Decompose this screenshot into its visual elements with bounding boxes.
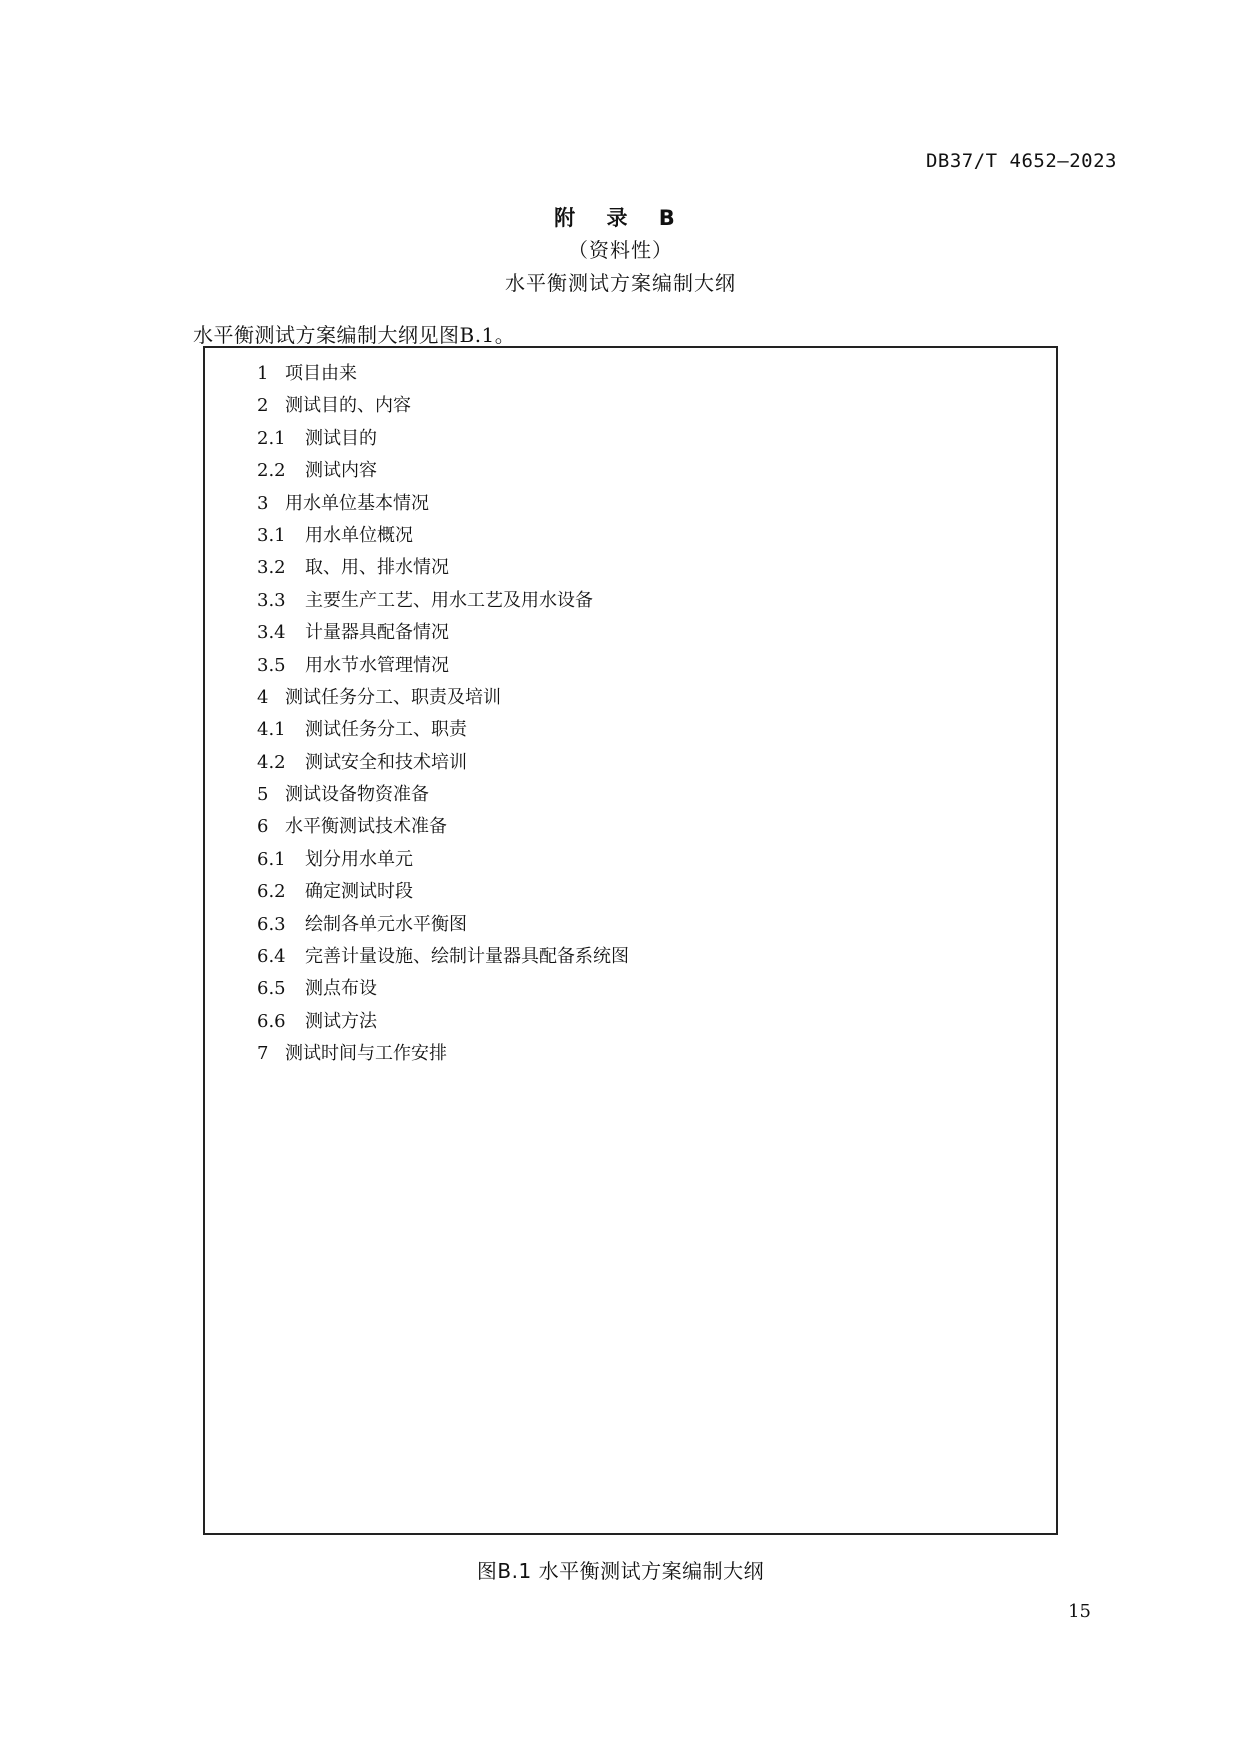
outline-item-number: 6.2 <box>257 881 286 903</box>
outline-item <box>205 682 629 714</box>
outline-item-text: 完善计量设施、绘制计量器具配备系统图 <box>305 946 629 968</box>
document-code: DB37/T 4652—2023 <box>925 150 1117 172</box>
outline-item-text: 测试任务分工、职责及培训 <box>285 686 501 708</box>
outline-item <box>205 844 629 876</box>
outline-item-text: 测试内容 <box>305 460 377 482</box>
outline-item <box>205 423 629 455</box>
outline-figure-box <box>203 346 1058 1535</box>
outline-item-text: 用水单位概况 <box>305 524 413 546</box>
outline-item-text: 用水节水管理情况 <box>305 654 449 676</box>
outline-item <box>205 585 629 617</box>
outline-item <box>205 973 629 1005</box>
outline-item-number: 3.5 <box>257 654 286 676</box>
outline-item-text: 测点布设 <box>305 978 377 1000</box>
outline-item <box>205 617 629 649</box>
outline-item-text: 确定测试时段 <box>305 881 413 903</box>
figure-caption: 图B.1 水平衡测试方案编制大纲 <box>476 1559 765 1583</box>
outline-item-number: 1 <box>257 363 269 384</box>
outline-item-text: 划分用水单元 <box>305 848 413 870</box>
appendix-note: （资料性） <box>568 238 673 262</box>
outline-item-number: 2.2 <box>257 460 286 482</box>
outline-item-number: 3.3 <box>257 589 286 611</box>
outline-item-number: 2.1 <box>257 427 286 449</box>
outline-item <box>205 455 629 487</box>
outline-item-text: 用水单位基本情况 <box>285 492 429 514</box>
outline-item-text: 测试目的、内容 <box>285 395 411 417</box>
outline-item-number: 3.2 <box>257 557 286 579</box>
outline-item-number: 6.3 <box>257 913 286 935</box>
outline-item <box>205 909 629 941</box>
outline-list <box>205 358 629 1071</box>
outline-item-number: 4 <box>257 686 269 708</box>
outline-item <box>205 520 629 552</box>
outline-item-number: 3.1 <box>257 524 286 546</box>
outline-item-number: 6.1 <box>257 848 286 870</box>
outline-item-number: 4.1 <box>257 719 286 741</box>
page-number: 15 <box>1068 1601 1091 1622</box>
outline-item <box>205 390 629 422</box>
intro-paragraph: 水平衡测试方案编制大纲见图B.1。 <box>193 323 516 347</box>
outline-item <box>205 876 629 908</box>
outline-item-number: 6.5 <box>257 978 286 1000</box>
outline-item-text: 测试任务分工、职责 <box>305 719 467 741</box>
outline-item <box>205 779 629 811</box>
outline-item-number: 6.4 <box>257 946 286 968</box>
outline-item-text: 计量器具配备情况 <box>305 622 449 644</box>
outline-item-text: 主要生产工艺、用水工艺及用水设备 <box>305 589 593 611</box>
outline-item-text: 测试目的 <box>305 427 377 449</box>
outline-item <box>205 650 629 682</box>
outline-item-number: 7 <box>257 1043 269 1065</box>
outline-item-text: 水平衡测试技术准备 <box>285 816 447 838</box>
outline-item <box>205 358 629 390</box>
outline-item <box>205 1038 629 1070</box>
outline-item-text: 测试时间与工作安排 <box>285 1043 447 1065</box>
outline-item <box>205 714 629 746</box>
outline-item-text: 测试安全和技术培训 <box>305 751 467 773</box>
outline-item-number: 4.2 <box>257 751 286 773</box>
appendix-subject: 水平衡测试方案编制大纲 <box>505 271 736 295</box>
appendix-title: 附 录 B <box>554 206 687 230</box>
outline-item-text: 测试方法 <box>305 1010 377 1032</box>
outline-item-text: 绘制各单元水平衡图 <box>305 913 467 935</box>
outline-item <box>205 552 629 584</box>
outline-item <box>205 941 629 973</box>
outline-item-text: 测试设备物资准备 <box>285 784 429 806</box>
outline-item-number: 6 <box>257 816 269 838</box>
outline-item-text: 取、用、排水情况 <box>305 557 449 579</box>
outline-item <box>205 488 629 520</box>
outline-item <box>205 747 629 779</box>
outline-item-number: 2 <box>257 395 269 417</box>
outline-item <box>205 811 629 843</box>
outline-item-number: 3.4 <box>257 622 286 644</box>
outline-item <box>205 1006 629 1038</box>
outline-item-number: 5 <box>257 784 269 806</box>
outline-item-number: 6.6 <box>257 1010 286 1032</box>
outline-item-number: 3 <box>257 492 269 514</box>
outline-item-text: 项目由来 <box>285 363 357 384</box>
